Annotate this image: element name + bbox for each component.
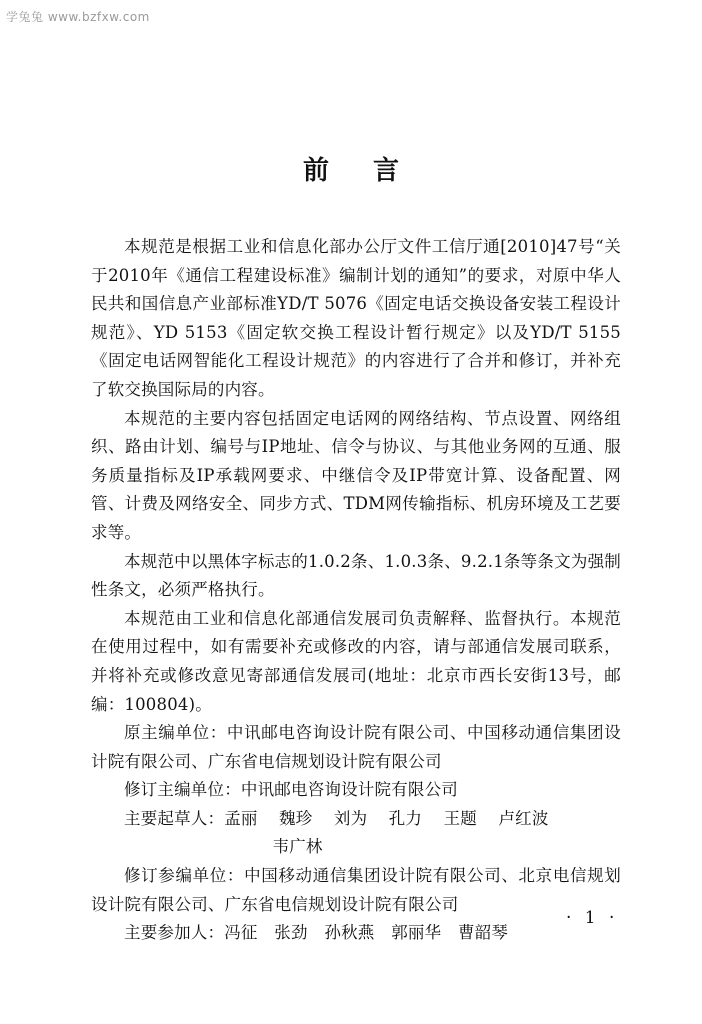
paragraph-mandatory-clauses: 本规范中以黑体字标志的1.0.2条、1.0.3条、9.2.1条等条文为强制性条文，必须严格执行。 [91, 551, 621, 600]
paragraph-interpretation: 本规范由工业和信息化部通信发展司负责解释、监督执行。本规范在使用过程中，如有需要补充或修改的内容，请与部通信发展司联系，并将补充或修改意见寄部通信发展司(地址：北京市西长安街13号，邮编：100804)。 [91, 608, 621, 714]
drafter-name-continued: 韦广林 [272, 837, 323, 857]
drafter-name: 王题 [443, 808, 477, 828]
drafter-name: 孔力 [388, 808, 423, 828]
revision-chief-editor-unit: 修订主编单位：中讯邮电咨询设计院有限公司 [124, 780, 458, 800]
drafters-list [91, 805, 621, 862]
drafter-name: 孟丽 [224, 808, 258, 828]
paragraph-scope: 本规范的主要内容包括固定电话网的网络结构、节点设置、网络组织、路由计划、编号与IP地址、信令与协议、与其他业务网的互通、服务质量指标及IP承载网要求、中继信令及IP带宽计算、设备配置、网管、计费及网络安全、同步方式、TDM网传输指标、机房环境及工艺要求等。 [91, 408, 621, 542]
main-participants: 主要参加人：冯征 张劲 孙秋燕 郭丽华 曹韶琴 [124, 923, 509, 943]
chief-editor-units: 原主编单位：中讯邮电咨询设计院有限公司、中国移动通信集团设计院有限公司、广东省电信规划设计院有限公司 [91, 723, 621, 771]
paragraph-basis: 本规范是根据工业和信息化部办公厅文件工信厅通[2010]47号“关于2010年《通信工程建设标准》编制计划的通知”的要求，对原中华人民共和国信息产业部标准YD/T 5076《固定电话交换设备安装工程设计规范》、YD 5153《固定软交换工程设计暂行规定》以及YD/T 5155《固定电话网智能化工程设计规范》的内容进行了合并和修订，并补充了软交换国际局的内容。 [91, 237, 621, 399]
drafter-name: 魏珍 [279, 808, 313, 828]
page-number: · 1 · [566, 908, 619, 928]
drafter-name: 刘为 [333, 808, 368, 828]
watermark: 学兔兔 www.bzfxw.com [6, 10, 150, 24]
revision-participant-units: 修订参编单位：中国移动通信集团设计院有限公司、北京电信规划设计院有限公司、广东省电信规划设计院有限公司 [91, 866, 621, 914]
drafters-label: 主要起草人： [124, 808, 225, 828]
drafter-name: 卢红波 [498, 808, 549, 828]
preface-body [91, 233, 621, 948]
drafters-names [224, 809, 570, 828]
page-title: 前言 [302, 156, 443, 186]
